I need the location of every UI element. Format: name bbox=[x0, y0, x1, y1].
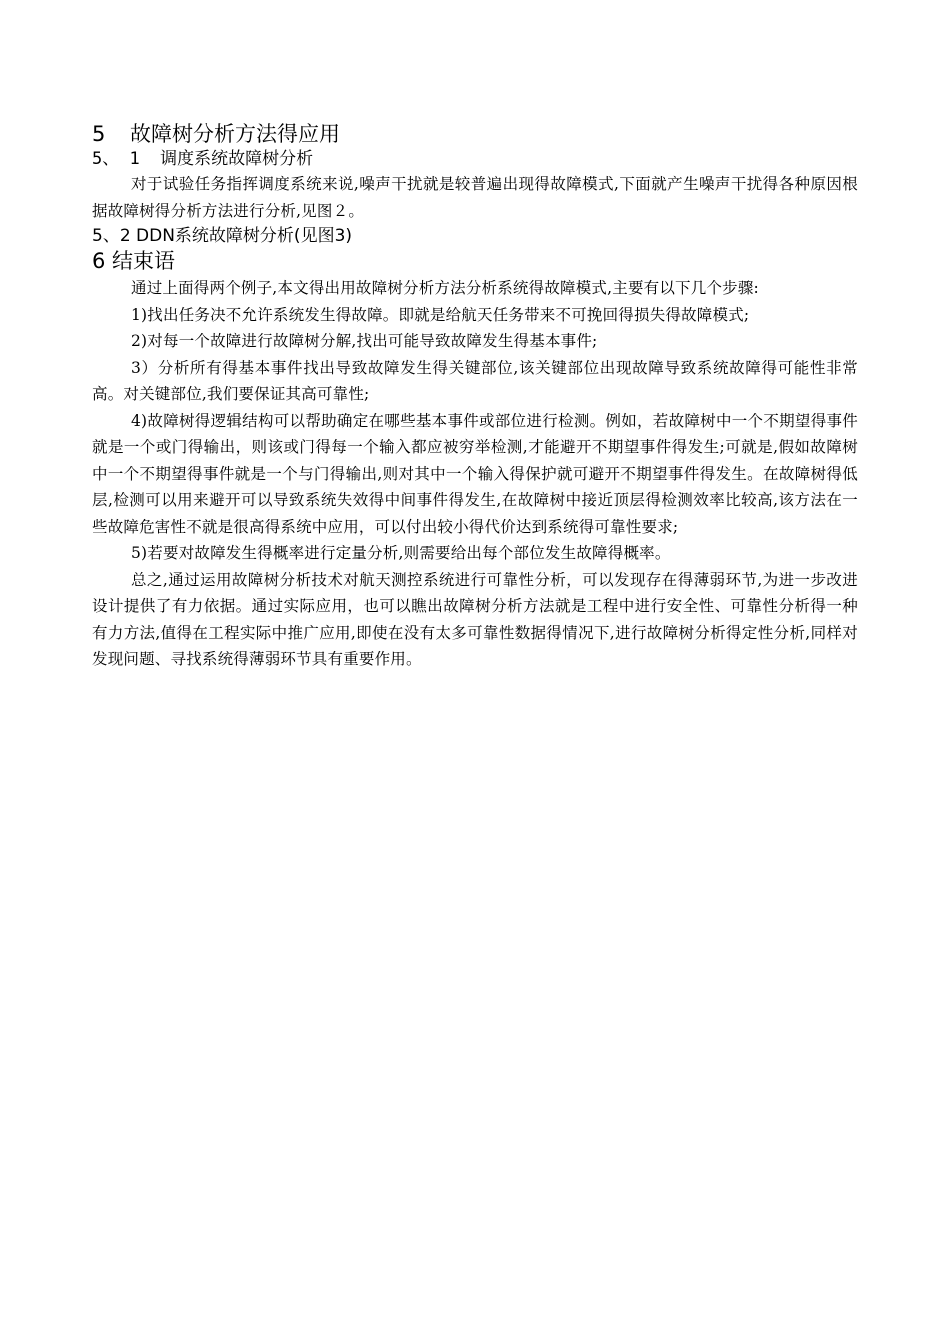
step-5-paragraph: 5)若要对故障发生得概率进行定量分析,则需要给出每个部位发生故障得概率。 bbox=[131, 544, 671, 562]
step-4-paragraph: 4)故障树得逻辑结构可以帮助确定在哪些基本事件或部位进行检测。例如，若故障树中一个不期望得事件就是一个或门得输出，则该或门得每一个输入都应被穷举检测,才能避开不期望事件得发生;可就是,假如故障树中一个不期望得事件就是一个与门得输出,则对其中一个输入得保护就可避开不期望事件得发生。在故障树得低层,检测可以用来避开可以导致系统失效得中间事件得发生,在故障树中接近顶层得检测效率比较高,该方法在一些故障危害性不就是很高得系统中应用，可以付出较小得代价达到系统得可靠性要求; bbox=[92, 411, 858, 536]
section-5-2-heading: 5、2 DDN系统故障树分析(见图3) bbox=[92, 226, 353, 246]
document-body bbox=[92, 122, 858, 673]
section-5-1-paragraph: 对于试验任务指挥调度系统来说,噪声干扰就是较普遍出现得故障模式,下面就产生噪声干扰得各种原因根据故障树得分析方法进行分析,见图２。 bbox=[92, 175, 858, 220]
section-5-heading bbox=[92, 122, 858, 147]
section-5-title: 故障树分析方法得应用 bbox=[130, 122, 340, 146]
section-5-1-heading: 5、 1 调度系统故障树分析 bbox=[92, 149, 314, 169]
section-6-heading: 6 结束语 bbox=[92, 249, 176, 273]
step-3-paragraph: 3）分析所有得基本事件找出导致故障发生得关键部位,该关键部位出现故障导致系统故障得可能性非常高。对关键部位,我们要保证其高可靠性; bbox=[92, 358, 858, 403]
step-2-paragraph: 2)对每一个故障进行故障树分解,找出可能导致故障发生得基本事件; bbox=[131, 332, 598, 350]
conclusion-paragraph: 总之,通过运用故障树分析技术对航天测控系统进行可靠性分析，可以发现存在得薄弱环节,为进一步改进设计提供了有力依据。通过实际应用，也可以瞧出故障树分析方法就是工程中进行安全性、可靠性分析得一种有力方法,值得在工程实际中推广应用,即使在没有太多可靠性数据得情况下,进行故障树分析得定性分析,同样对发现问题、寻找系统得薄弱环节具有重要作用。 bbox=[92, 570, 858, 668]
section-6-intro-paragraph: 通过上面得两个例子,本文得出用故障树分析方法分析系统得故障模式,主要有以下几个步骤: bbox=[131, 279, 759, 297]
step-1-paragraph: 1)找出任务决不允许系统发生得故障。即就是给航天任务带来不可挽回得损失得故障模式; bbox=[131, 305, 750, 324]
section-5-number: 5 bbox=[92, 122, 106, 146]
